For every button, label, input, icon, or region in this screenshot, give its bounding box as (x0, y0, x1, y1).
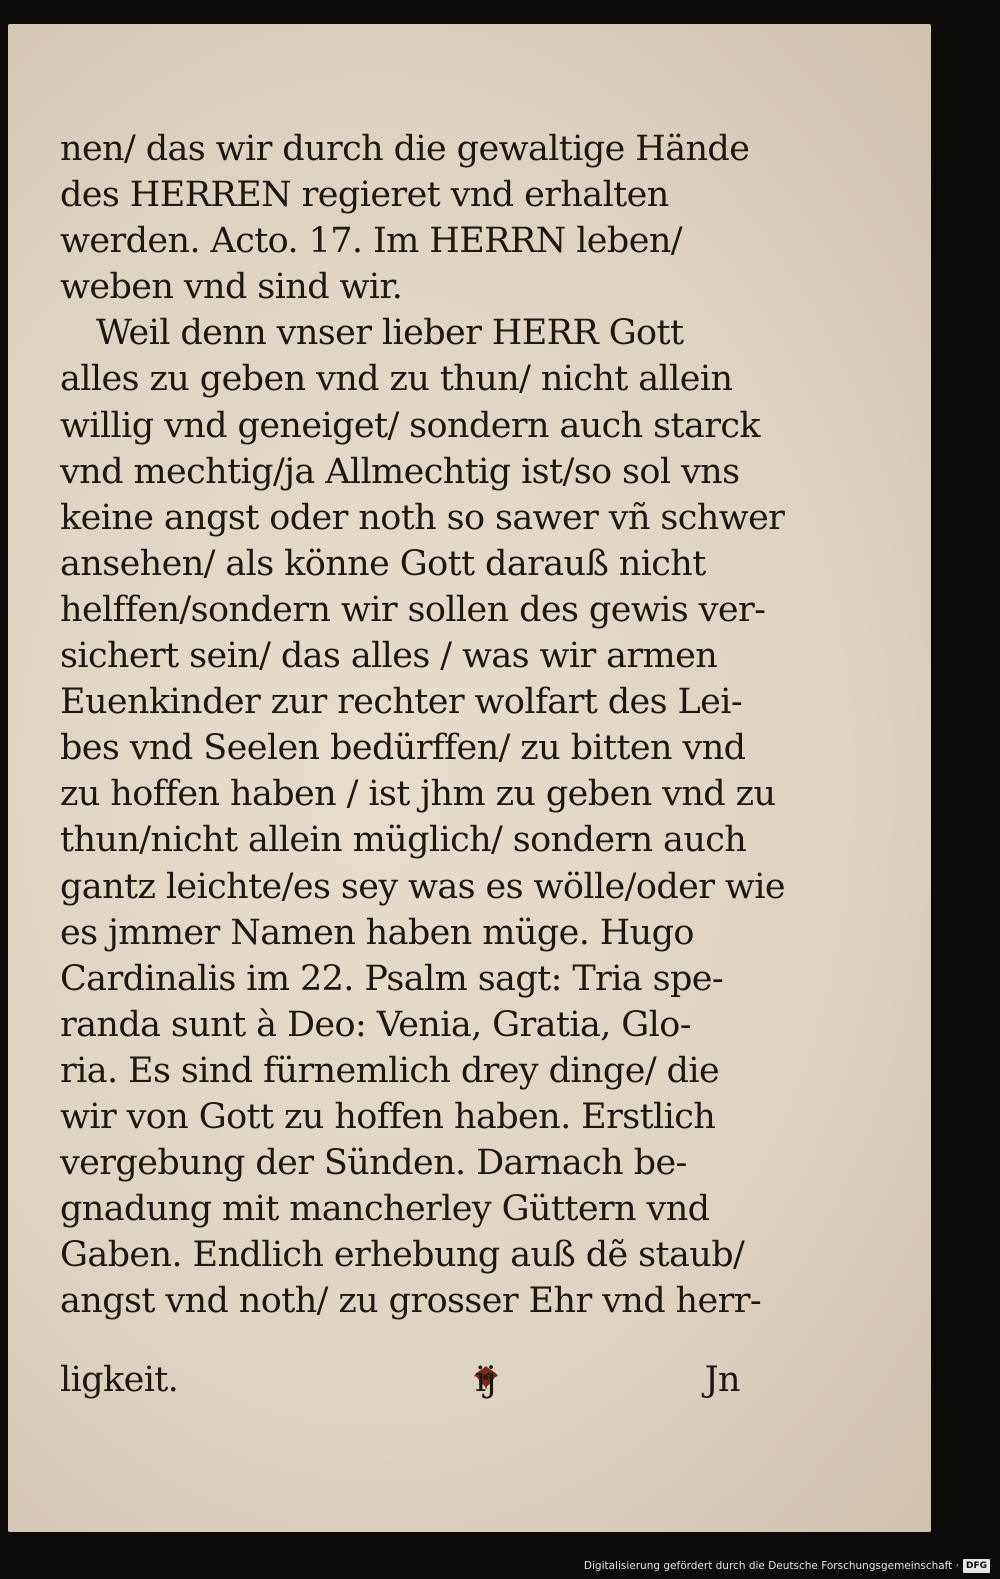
text-line: des HERREN regieret vnd erhalten (60, 175, 669, 216)
text-line: vergebung der Sünden. Darnach be- (60, 1143, 687, 1184)
text-line: Gaben. Endlich erhebung auß dẽ staub/ (60, 1235, 745, 1276)
text-line: es jmmer Namen haben müge. Hugo (60, 912, 694, 953)
text-line: vnd mechtig/ja Allmechtig ist/so sol vns (60, 451, 740, 492)
book-page (8, 24, 931, 1532)
text-line: keine angst oder noth so sawer vñ schwer (60, 497, 785, 538)
signature-mark: ij (475, 1360, 496, 1400)
text-line: sichert sein/ das alles / was wir armen (60, 636, 718, 677)
text-line: bes vnd Seelen bedürffen/ zu bitten vnd (60, 728, 746, 769)
text-line: Cardinalis im 22. Psalm sagt: Tria spe- (60, 958, 724, 999)
text-line: werden. Acto. 17. Im HERRN leben/ (60, 221, 682, 262)
text-line: zu hoffen haben / ist jhm zu geben vnd zu (60, 774, 776, 815)
text-line: thun/nicht allein müglich/ sondern auch (60, 820, 747, 861)
text-line: willig vnd geneiget/ sondern auch starck (60, 405, 760, 446)
body-text (60, 126, 785, 1324)
text-line: gantz leichte/es sey was es wölle/oder wie (60, 866, 785, 907)
credit-text: Digitalisierung gefördert durch die Deutsche Forschungsgemeinschaft · (583, 1560, 959, 1572)
catchword: Jn (704, 1360, 740, 1400)
text-line: gnadung mit mancherley Güttern vnd (60, 1189, 710, 1230)
text-line: angst vnd noth/ zu grosser Ehr vnd herr- (60, 1281, 762, 1322)
text-line: ria. Es sind fürnemlich drey dinge/ die (60, 1050, 720, 1091)
dfg-logo-icon[interactable]: DFG (963, 1559, 990, 1573)
text-line: weben vnd sind wir. (60, 267, 403, 308)
last-line: ligkeit. (60, 1360, 179, 1400)
text-line: helffen/sondern wir sollen des gewis ver- (60, 589, 766, 630)
text-line: nen/ das wir durch die gewaltige Hände (60, 129, 750, 169)
page-foot-row (60, 1357, 740, 1403)
text-line: Euenkinder zur rechter wolfart des Lei- (60, 682, 743, 723)
paragraph-start-line: Weil denn vnser lieber HERR Gott (96, 313, 684, 354)
digitization-credit (584, 1558, 990, 1574)
text-line: ansehen/ als könne Gott darauß nicht (60, 543, 706, 584)
text-line: alles zu geben vnd zu thun/ nicht allein (60, 359, 733, 400)
text-line: wir von Gott zu hoffen haben. Erstlich (60, 1096, 716, 1137)
text-line: randa sunt à Deo: Venia, Gratia, Glo- (60, 1004, 691, 1045)
